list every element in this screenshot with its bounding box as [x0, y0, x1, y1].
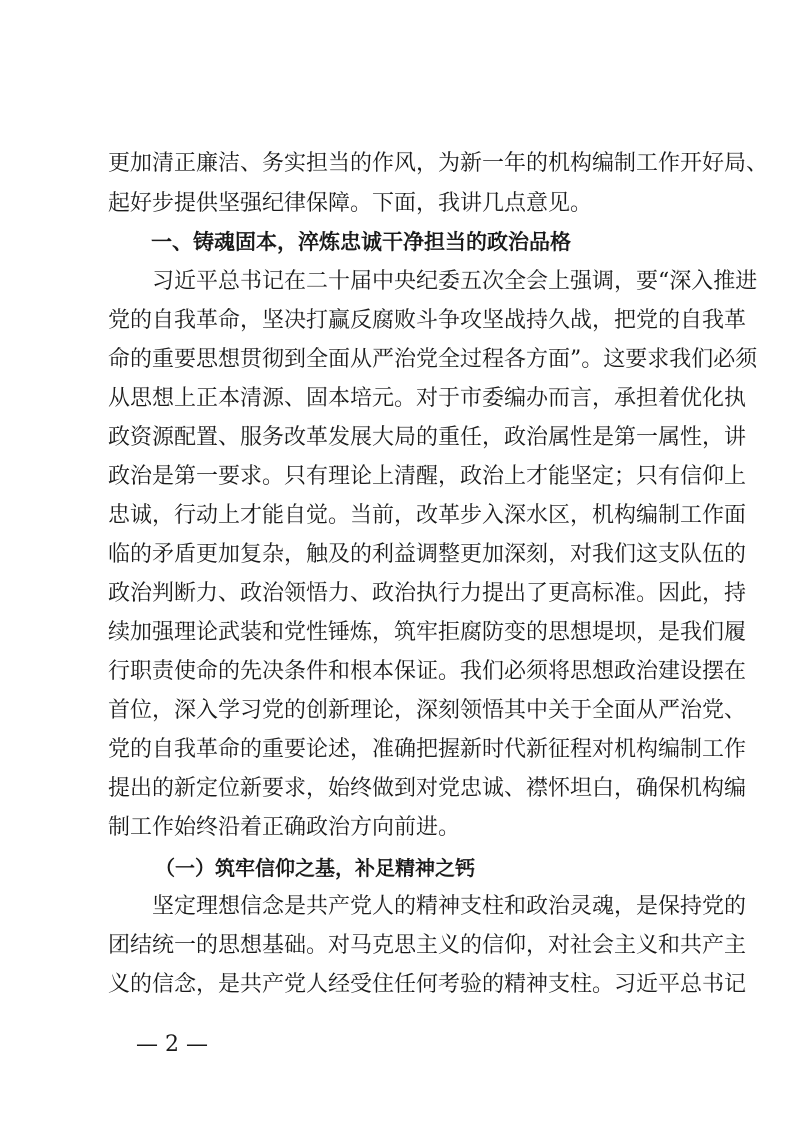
paragraph-line: 党的自我革命的重要论述，准确把握新时代新征程对机构编制工作	[108, 737, 747, 762]
paragraph-line: 首位，深入学习党的创新理论，深刻领悟其中关于全面从严治党、	[108, 698, 747, 723]
paragraph-line: 义的信念，是共产党人经受住任何考验的精神支柱。习近平总书记	[108, 972, 747, 997]
paragraph-line: 起好步提供坚强纪律保障。下面，我讲几点意见。	[108, 191, 593, 216]
paragraph-line: 习近平总书记在二十届中央纪委五次全会上强调，要“深入推进	[108, 269, 758, 294]
paragraph-line: 更加清正廉洁、务实担当的作风，为新一年的机构编制工作开好局、	[108, 151, 769, 176]
paragraph-line: 命的重要思想贯彻到全面从严治党全过程各方面”。这要求我们必须	[108, 347, 758, 372]
paragraph-line: 政治判断力、政治领悟力、政治执行力提出了更高标准。因此，持	[108, 581, 747, 606]
paragraph-line: 团结统一的思想基础。对马克思主义的信仰，对社会主义和共产主	[108, 933, 747, 958]
paragraph-line: 续加强理论武装和党性锤炼，筑牢拒腐防变的思想堤坝，是我们履	[108, 620, 747, 645]
paragraph-line: 忠诚，行动上才能自觉。当前，改革步入深水区，机构编制工作面	[108, 503, 747, 528]
paragraph-line: 政资源配置、服务改革发展大局的重任，政治属性是第一属性，讲	[108, 425, 747, 450]
page-number: — 2 —	[136, 1032, 208, 1057]
section-heading: 一、铸魂固本，淬炼忠诚干净担当的政治品格	[151, 230, 571, 254]
paragraph-line: 行职责使命的先决条件和根本保证。我们必须将思想政治建设摆在	[108, 659, 747, 684]
paragraph-line: 提出的新定位新要求，始终做到对党忠诚、襟怀坦白，确保机构编	[108, 776, 747, 801]
subsection-heading: （一）筑牢信仰之基，补足精神之钙	[155, 856, 475, 880]
paragraph-line: 党的自我革命，坚决打赢反腐败斗争攻坚战持久战，把党的自我革	[108, 308, 747, 333]
paragraph-line: 从思想上正本清源、固本培元。对于市委编办而言，承担着优化执	[108, 386, 747, 411]
paragraph-line: 临的矛盾更加复杂，触及的利益调整更加深刻，对我们这支队伍的	[108, 542, 747, 567]
paragraph-line: 制工作始终沿着正确政治方向前进。	[108, 815, 461, 840]
paragraph-line: 坚定理想信念是共产党人的精神支柱和政治灵魂，是保持党的	[108, 894, 747, 919]
paragraph-line: 政治是第一要求。只有理论上清醒，政治上才能坚定；只有信仰上	[108, 464, 747, 489]
